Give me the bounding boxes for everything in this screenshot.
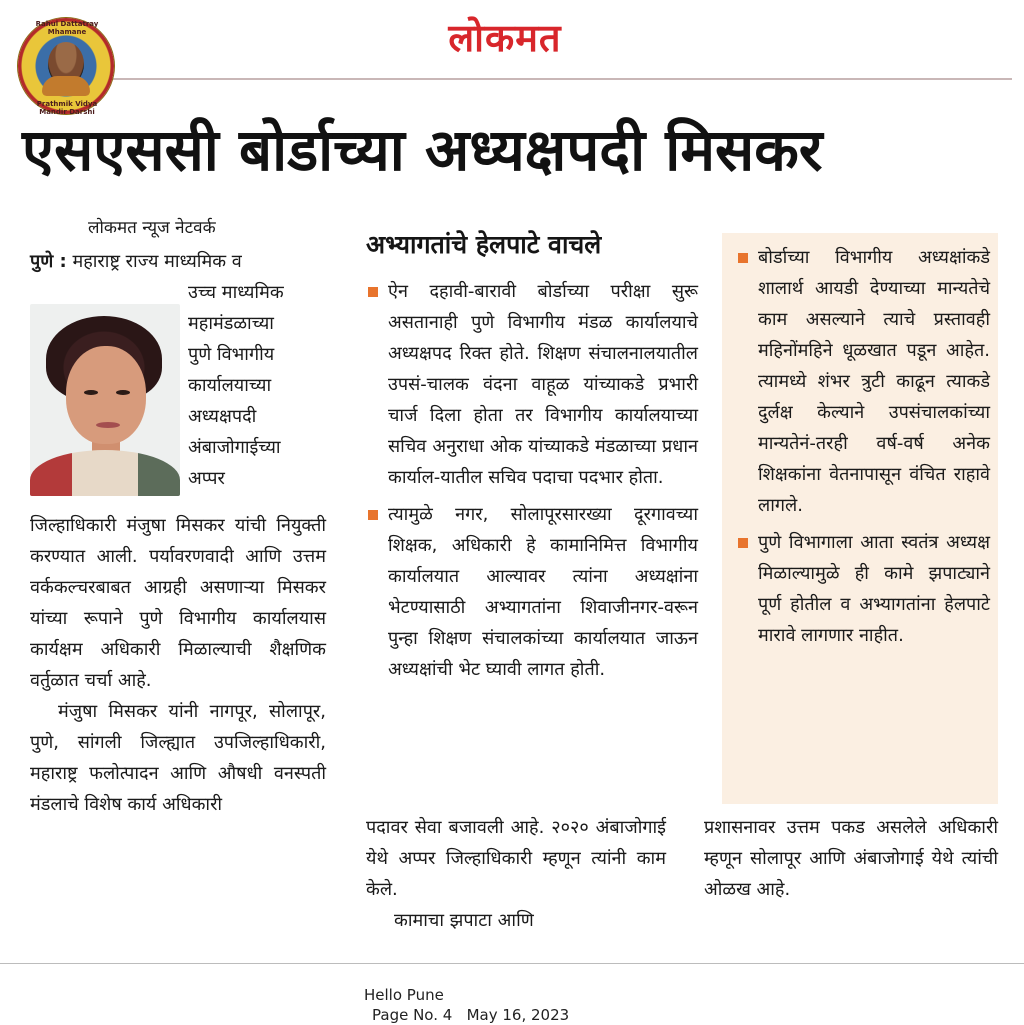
portrait-photo [30, 304, 180, 496]
bullet-text: पुणे विभागाला आता स्वतंत्र अध्यक्ष मिळाल्यामुळे ही कामे झपाट्याने पूर्ण होतील व अभ्यागतांना हेलपाटे मारावे लागणार नाहीत. [758, 532, 990, 646]
footer-source: Hello Pune [364, 986, 444, 1004]
column-3-continuation [704, 812, 998, 905]
headline: एसएससी बोर्डाच्या अध्यक्षपदी मिसकर [22, 116, 823, 184]
column-1-intro [30, 246, 326, 277]
bullet-paragraph [738, 242, 990, 521]
dateline: पुणे : [30, 251, 67, 272]
footer-page-date: Page No. 4 May 16, 2023 [372, 1006, 570, 1024]
bullet-square-icon [368, 287, 378, 297]
bullet-paragraph [738, 527, 990, 651]
bullet-paragraph [368, 276, 698, 493]
wrapped-line: कार्यालयाच्या [188, 375, 272, 396]
photo-lips [96, 422, 120, 428]
wrapped-line: महामंडळाच्या [188, 313, 274, 334]
subheading: अभ्यागतांचे हेलपाटे वाचले [366, 230, 602, 259]
column-2-body [368, 276, 698, 685]
badge-shirt-icon [42, 76, 90, 96]
bullet-text: बोर्डाच्या विभागीय अध्यक्षांकडे शालार्थ आयडी देण्याच्या मान्यतेचे काम असल्याने त्याचे प्रस्तावही महिनोंमहिने धूळखात पडून आहेत. त्यामध्ये शंभर त्रुटी काढून त्याकडे दुर्लक्ष केल्याने उपसंचालकांच्या मान्यतेनं-तरही वर्ष-वर्ष अनेक शिक्षकांना वेतनापासून वंचित राहावे लागले. [758, 247, 990, 516]
bullet-square-icon [738, 253, 748, 263]
footer [364, 985, 569, 1025]
bullet-text: त्यामुळे नगर, सोलापूरसारख्या दूरगावच्या शिक्षक, अधिकारी हे कामानिमित्त विभागीय कार्यालयात आल्यावर त्यांना अध्यक्षांना भेटण्यासाठी अभ्यागतांना शिवाजीनगर-वरून पुन्हा शिक्षण संचालकांच्या कार्यालयात जाऊन अध्यक्षांची भेट घ्यावी लागत होती. [388, 504, 698, 680]
column-1-wrapped-lines [188, 277, 328, 494]
bullet-paragraph [368, 499, 698, 685]
paragraph: प्रशासनावर उत्तम पकड असलेले अधिकारी म्हणून सोलापूर आणि अंबाजोगाई येथे त्यांची ओळख आहे. [704, 817, 998, 900]
bullet-square-icon [738, 538, 748, 548]
paragraph: जिल्हाधिकारी मंजुषा मिसकर यांची नियुक्ती करण्यात आली. पर्यावरणवादी आणि उत्तम वर्ककल्चरबाबत आग्रही असणाऱ्या मिसकर यांच्या रूपाने पुणे विभागीय कार्यालयास कार्यक्षम अधिकारी मिळाल्याची शैक्षणिक वर्तुळात चर्चा आहे. [30, 515, 326, 691]
byline: लोकमत न्यूज नेटवर्क [88, 218, 216, 238]
bullet-text: ऐन दहावी-बारावी बोर्डाच्या परीक्षा सुरू असतानाही पुणे विभागीय मंडळ कार्यालयाचे अध्यक्षपद रिक्त होते. शिक्षण संचालनालयातील उपसं-चालक वंदना वाहूळ यांच्याकडे प्रभारी चार्ज दिला होता तर विभागीय कार्यालयाच्या सचिव अनुराधा ओक यांच्याकडे मंडळाच्या प्रधान कार्याल-यातील सचिव पदाचा पदभार होता. [388, 281, 698, 488]
column-1-body [30, 510, 326, 820]
column-3-body [738, 242, 990, 651]
photo-eye-left [84, 390, 98, 395]
masthead-divider [22, 78, 1012, 80]
wrapped-line: अध्यक्षपदी [188, 406, 257, 427]
badge-bottom-text: Prathmik Vidya Mandir Darshi [36, 100, 98, 116]
intro-first-line: महाराष्ट्र राज्य माध्यमिक व [72, 251, 242, 272]
wrapped-line: पुणे विभागीय [188, 344, 275, 365]
wrapped-line: अप्पर [188, 468, 225, 489]
paragraph: मंजुषा मिसकर यांनी नागपूर, सोलापूर, पुणे, सांगली जिल्ह्यात उपजिल्हाधिकारी, महाराष्ट्र फलोत्पादन आणि औषधी वनस्पती मंडलाचे विशेष कार्य अधिकारी [30, 701, 326, 815]
paragraph: कामाचा झपाटा आणि [394, 910, 534, 931]
footer-divider [0, 963, 1024, 964]
wrapped-line: उच्च माध्यमिक [188, 282, 284, 303]
paragraph: पदावर सेवा बजावली आहे. २०२० अंबाजोगाई येथे अप्पर जिल्हाधिकारी म्हणून त्यांनी काम केले. [366, 817, 666, 900]
photo-face [66, 346, 146, 444]
badge-top-text: Rahul Dattatray Mhamane [35, 20, 99, 36]
photo-eye-right [116, 390, 130, 395]
column-2-continuation [366, 812, 666, 936]
wrapped-line: अंबाजोगाईच्या [188, 437, 281, 458]
photo-body [30, 450, 180, 496]
bullet-square-icon [368, 510, 378, 520]
newspaper-logo: लोकमत [448, 16, 562, 60]
